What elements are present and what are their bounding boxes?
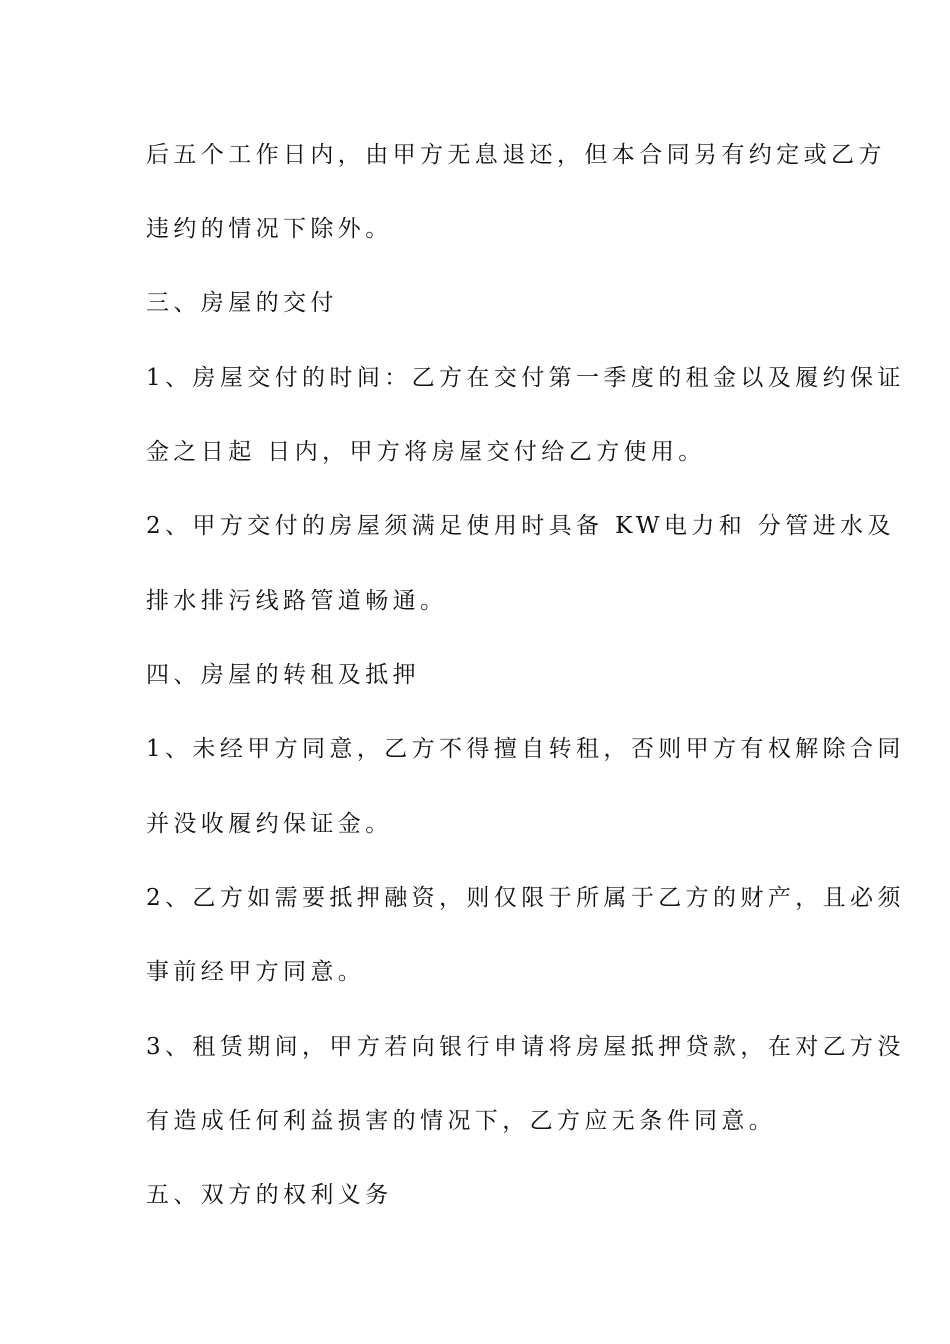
paragraph-line: 事前经甲方同意。 xyxy=(146,959,366,985)
paragraph-line: 3、租赁期间，甲方若向银行申请将房屋抵押贷款，在对乙方没 xyxy=(146,1034,905,1060)
paragraph-line: 金之日起 日内，甲方将房屋交付给乙方使用。 xyxy=(146,439,706,465)
paragraph-line: 1、未经甲方同意，乙方不得擅自转租，否则甲方有权解除合同 xyxy=(146,736,905,762)
paragraph-line: 有造成任何利益损害的情况下，乙方应无条件同意。 xyxy=(146,1108,777,1134)
section-heading: 四、房屋的转租及抵押 xyxy=(146,662,420,688)
paragraph-line: 排水排污线路管道畅通。 xyxy=(146,588,448,614)
paragraph-line: 后五个工作日内，由甲方无息退还，但本合同另有约定或乙方 xyxy=(146,142,886,168)
section-heading: 三、房屋的交付 xyxy=(146,290,338,316)
section-heading: 五、双方的权利义务 xyxy=(146,1182,393,1208)
paragraph-line: 2、甲方交付的房屋须满足使用时具备 KW电力和 分管进水及 xyxy=(146,513,895,539)
paragraph-line: 2、乙方如需要抵押融资，则仅限于所属于乙方的财产，且必须 xyxy=(146,885,905,911)
paragraph-line: 1、房屋交付的时间：乙方在交付第一季度的租金以及履约保证 xyxy=(146,365,905,391)
paragraph-line: 并没收履约保证金。 xyxy=(146,811,393,837)
paragraph-line: 违约的情况下除外。 xyxy=(146,216,393,242)
